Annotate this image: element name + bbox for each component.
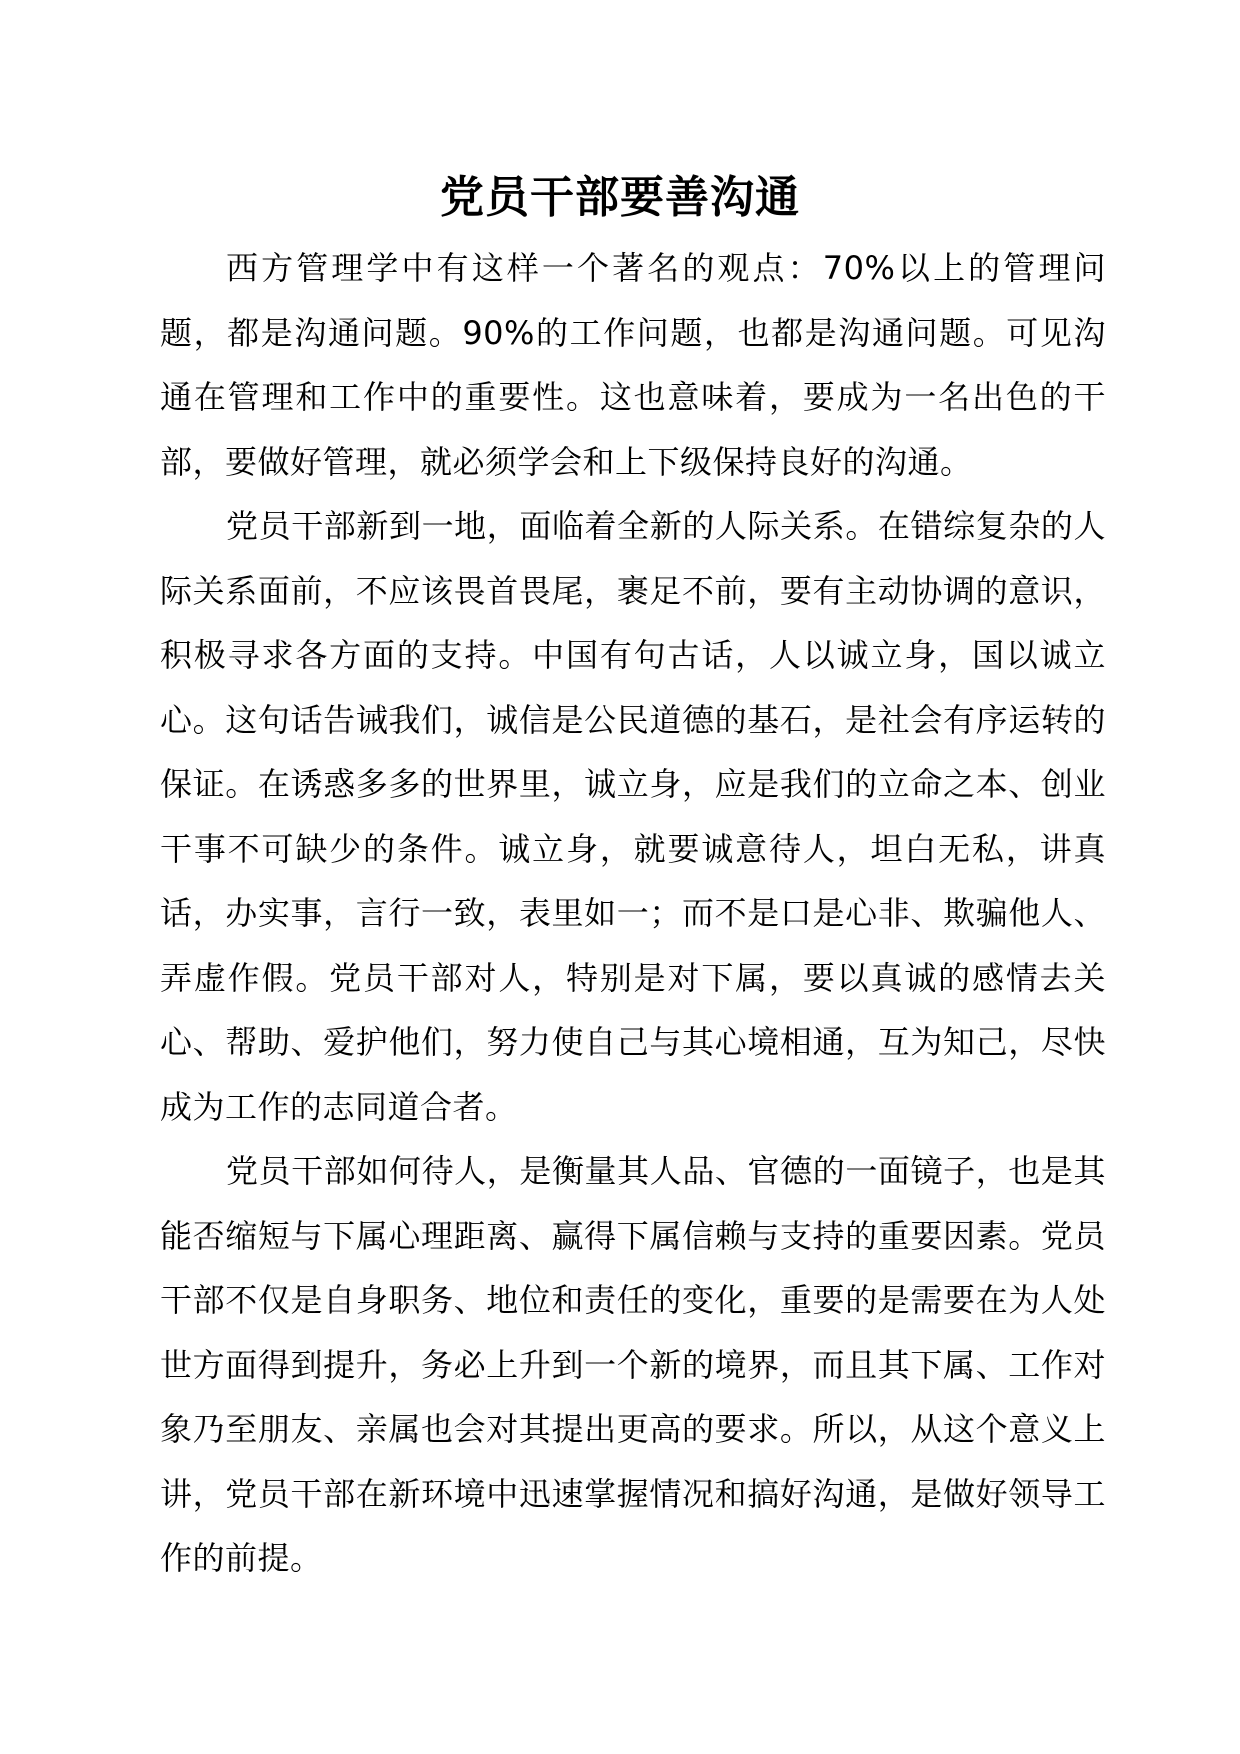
document-body bbox=[160, 236, 1106, 1591]
paragraph-1: 西方管理学中有这样一个著名的观点：70%以上的管理问题，都是沟通问题。90%的工作问题，也都是沟通问题。可见沟通在管理和工作中的重要性。这也意味着，要成为一名出色的干部，要做好管理，就必须学会和上下级保持良好的沟通。 bbox=[160, 249, 1106, 481]
document-title: 党员干部要善沟通 bbox=[440, 172, 800, 223]
paragraph-3: 党员干部如何待人，是衡量其人品、官德的一面镜子，也是其能否缩短与下属心理距离、赢得下属信赖与支持的重要因素。党员干部不仅是自身职务、地位和责任的变化，重要的是需要在为人处世方面得到提升，务必上升到一个新的境界，而且其下属、工作对象乃至朋友、亲属也会对其提出更高的要求。所以，从这个意义上讲，党员干部在新环境中迅速掌握情况和搞好沟通，是做好领导工作的前提。 bbox=[160, 1152, 1106, 1577]
paragraph-2: 党员干部新到一地，面临着全新的人际关系。在错综复杂的人际关系面前，不应该畏首畏尾，裹足不前，要有主动协调的意识，积极寻求各方面的支持。中国有句古话，人以诚立身，国以诚立心。这句话告诫我们，诚信是公民道德的基石，是社会有序运转的保证。在诱惑多多的世界里，诚立身，应是我们的立命之本、创业干事不可缺少的条件。诚立身，就要诚意待人，坦白无私，讲真话，办实事，言行一致，表里如一；而不是口是心非、欺骗他人、弄虚作假。党员干部对人，特别是对下属，要以真诚的感情去关心、帮助、爱护他们，努力使自己与其心境相通，互为知己，尽快成为工作的志同道合者。 bbox=[160, 507, 1106, 1126]
